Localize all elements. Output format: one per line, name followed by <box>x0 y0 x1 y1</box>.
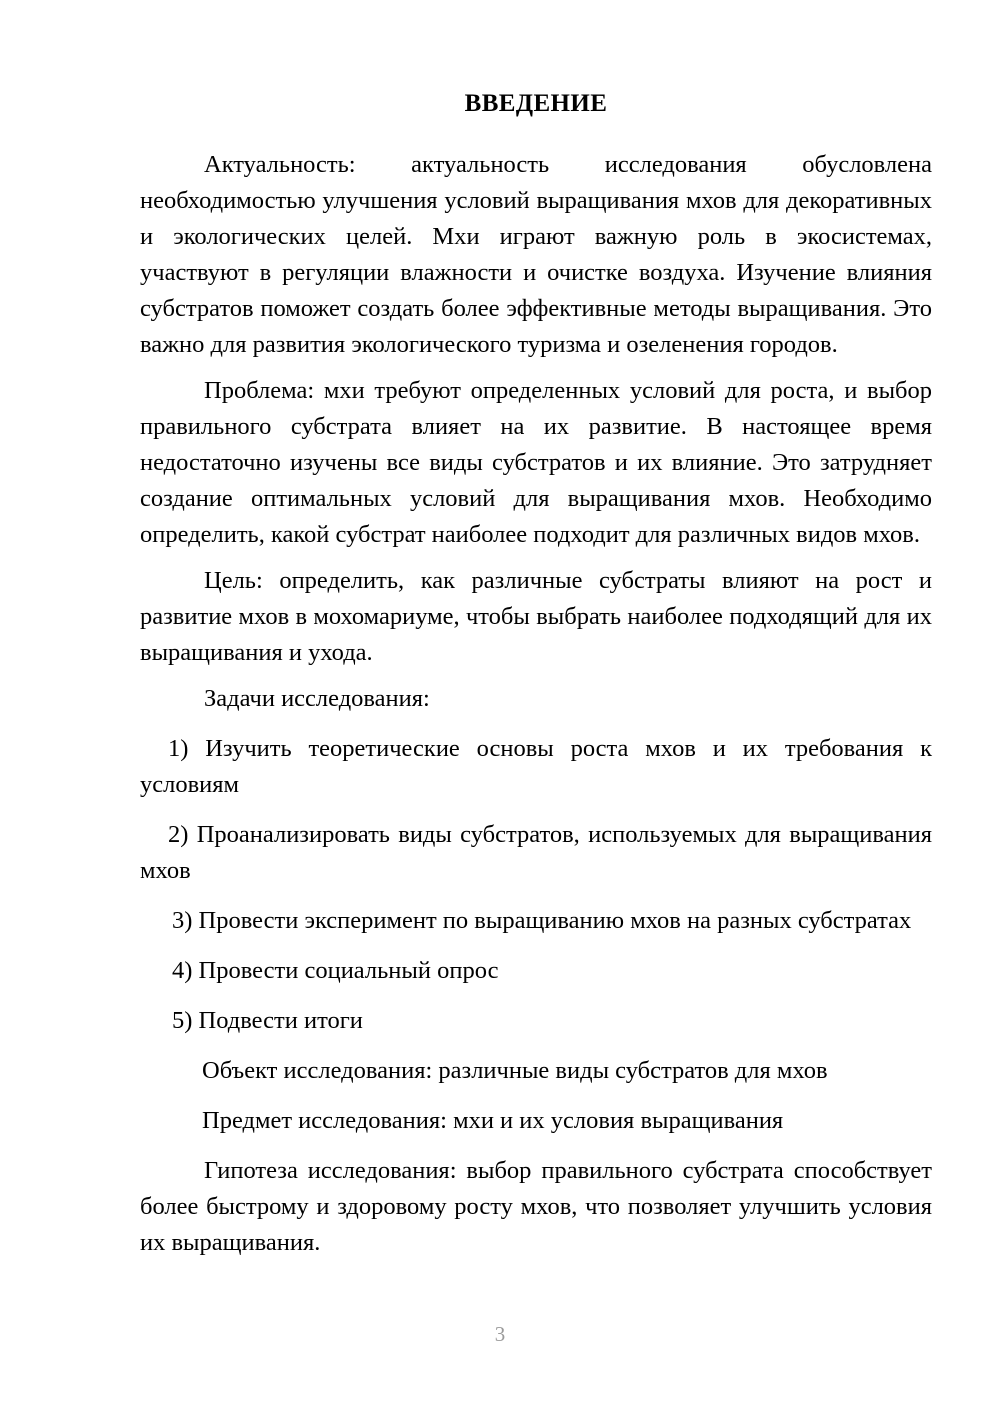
paragraph-spacer <box>140 671 932 681</box>
paragraph-spacer <box>140 1039 932 1053</box>
paragraph-spacer <box>140 363 932 373</box>
paragraph-problem: Проблема: мхи требуют определенных условий для роста, и выбор правильного субстрата влияет на их развитие. В настоящее время недостаточно изучены все виды субстратов и их влияние. Это затрудняет создание оптимальных условий для выращивания мхов. Необходимо определить, какой субстрат наиболее подходит для различных видов мхов. <box>140 377 932 549</box>
task-item-4: 4) Провести социальный опрос <box>172 957 499 985</box>
task-item-5: 5) Подвести итоги <box>172 1007 363 1035</box>
paragraph-spacer <box>140 939 932 953</box>
page-number: 3 <box>494 1322 506 1346</box>
tasks-heading: Задачи исследования: <box>204 685 430 713</box>
paragraph-object: Объект исследования: различные виды субстратов для мхов <box>202 1057 828 1085</box>
paragraph-relevance: Актуальность: актуальность исследования обусловлена необходимостью улучшения условий выращивания мхов для декоративных и экологических целей. Мхи играют важную роль в экосистемах, участвуют в регуляции влажности и очистке воздуха. Изучение влияния субстратов поможет создать более эффективные методы выращивания. Это важно для развития экологического туризма и озеленения городов. <box>140 151 932 359</box>
paragraph-spacer <box>140 803 932 817</box>
task-item-2: 2) Проанализировать виды субстратов, используемых для выращивания мхов <box>140 821 932 885</box>
paragraph-spacer <box>140 889 932 903</box>
page-title: ВВЕДЕНИЕ <box>464 90 608 117</box>
document-body <box>140 88 932 1261</box>
paragraph-spacer <box>140 989 932 1003</box>
paragraph-hypothesis: Гипотеза исследования: выбор правильного субстрата способствует более быстрому и здоровому росту мхов, что позволяет улучшить условия их выращивания. <box>140 1157 932 1257</box>
paragraph-subject: Предмет исследования: мхи и их условия выращивания <box>202 1107 784 1135</box>
task-item-1: 1) Изучить теоретические основы роста мхов и их требования к условиям <box>140 735 932 799</box>
paragraph-spacer <box>140 1139 932 1153</box>
paragraph-spacer <box>140 1089 932 1103</box>
task-item-3: 3) Провести эксперимент по выращиванию мхов на разных субстратах <box>172 907 912 935</box>
paragraph-spacer <box>140 717 932 731</box>
paragraph-goal: Цель: определить, как различные субстраты влияют на рост и развитие мхов в мохомариуме, чтобы выбрать наиболее подходящий для их выращивания и ухода. <box>140 567 932 667</box>
paragraph-spacer <box>140 553 932 563</box>
